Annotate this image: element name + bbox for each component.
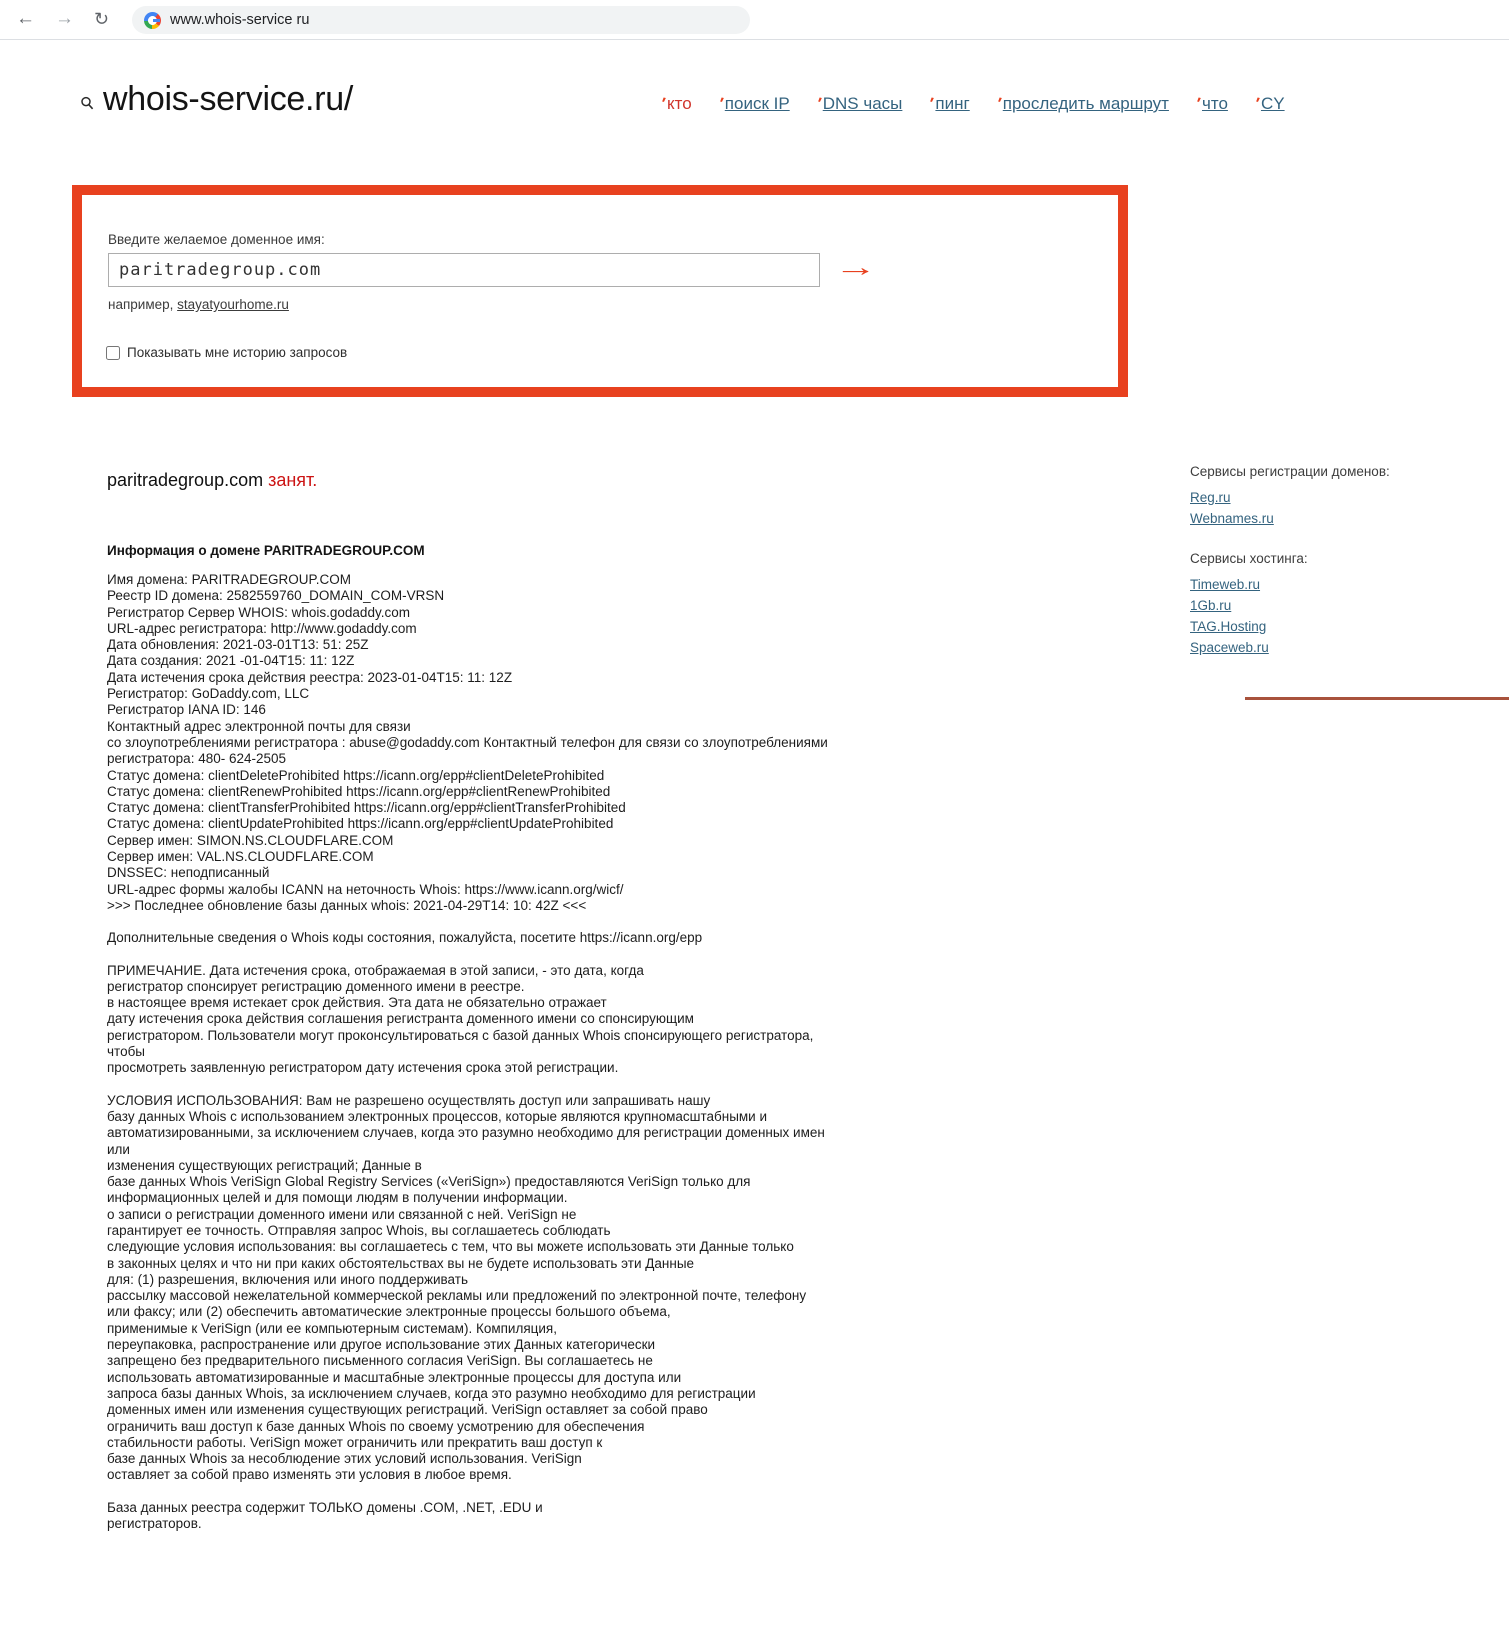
whois-line: Реестр ID домена: 2582559760_DOMAIN_COM-VRSN (107, 588, 445, 604)
whois-line: Регистратор Сервер WHOIS: whois.godaddy.com (107, 604, 410, 620)
services-sidebar (1190, 464, 1490, 680)
whois-line: Регистратор: GoDaddy.com, LLC (107, 686, 310, 702)
whois-line: гарантирует ее точность. Отправляя запрос Whois, вы соглашаетесь соблюдать (107, 1222, 611, 1238)
google-icon (144, 12, 161, 29)
whois-line: о записи о регистрации доменного имени или связанной с ней. VeriSign не (107, 1206, 577, 1222)
whois-line: оставляет за собой право изменять эти условия в любое время. (107, 1467, 512, 1483)
whois-line: доменных имен или изменения существующих регистраций. VeriSign оставляет за собой право (107, 1402, 708, 1418)
sidebar-group-title: Сервисы регистрации доменов: (1190, 464, 1390, 479)
whois-line: запроса базы данных Whois, за исключением случаев, когда это разумно необходимо для регистрации (107, 1385, 756, 1401)
whois-line: Контактный адрес электронной почты для связи (107, 718, 411, 734)
url-bar[interactable] (132, 6, 750, 34)
submit-arrow-button[interactable]: → (834, 252, 878, 282)
nav-item-proslediti-marshrut[interactable] (993, 93, 1169, 114)
back-icon[interactable]: ← (16, 8, 35, 29)
whois-line: Статус домена: clientTransferProhibited https://icann.org/epp#clientTransferProhibited (107, 800, 626, 816)
url-text: www.whois-service ru (170, 12, 310, 28)
nav-item-dns-chasy[interactable] (813, 93, 903, 114)
result-line (107, 470, 317, 491)
whois-paragraph (107, 1500, 967, 1533)
whois-info-block (107, 572, 967, 1548)
whois-line: Дата создания: 2021 -01-04T15: 11: 12Z (107, 653, 355, 669)
whois-line: Дата обновления: 2021-03-01T13: 51: 25Z (107, 637, 369, 653)
red-divider-line (1245, 697, 1509, 700)
whois-line: регистратором. Пользователи могут проконсультироваться с базой данных Whois спонсирующего регистратора, (107, 1027, 814, 1043)
whois-line: регистраторов. (107, 1516, 202, 1532)
nav-item-kto[interactable] (660, 94, 692, 114)
whois-line: стабильности работы. VeriSign может ограничить или прекратить ваш доступ к (107, 1434, 603, 1450)
nav-tick-icon: ' (926, 93, 935, 114)
history-checkbox[interactable] (106, 346, 120, 360)
nav-tick-icon: ' (993, 93, 1002, 114)
nav-item-poisk-ip[interactable] (715, 93, 790, 114)
page-title: whois-service.ru/ (103, 80, 353, 118)
nav-tick-icon: ' (1193, 93, 1202, 114)
domain-input-label: Введите желаемое доменное имя: (108, 232, 325, 247)
whois-paragraph (107, 572, 967, 914)
whois-line: Сервер имен: VAL.NS.CLOUDFLARE.COM (107, 849, 374, 865)
whois-paragraph (107, 930, 967, 946)
whois-line: просмотреть заявленную регистратором дату истечения срока этой регистрации. (107, 1060, 619, 1076)
main-nav (660, 94, 1285, 114)
whois-line: Статус домена: clientDeleteProhibited https://icann.org/epp#clientDeleteProhibited (107, 767, 605, 783)
site-logo-magnifier-icon (80, 96, 95, 111)
whois-line: ограничить ваш доступ к базе данных Whois по своему усмотрению для обеспечения (107, 1418, 645, 1434)
whois-paragraph (107, 963, 967, 1077)
whois-line: или (107, 1141, 130, 1157)
whois-line: Дата истечения срока действия реестра: 2023-01-04T15: 11: 12Z (107, 669, 513, 685)
whois-line: дату истечения срока действия соглашения регистранта доменного имени со спонсирующим (107, 1011, 694, 1027)
nav-tick-icon: ' (658, 93, 667, 114)
sidebar-group-title: Сервисы хостинга: (1190, 551, 1308, 566)
whois-line: регистратора: 480- 624-2505 (107, 751, 287, 767)
whois-line: базе данных Whois VeriSign Global Registry Services («VeriSign») предоставляются VeriSign только для (107, 1174, 751, 1190)
nav-item-label: DNS часы (822, 94, 903, 113)
nav-item-label: что (1202, 94, 1228, 113)
whois-line: Статус домена: clientUpdateProhibited https://icann.org/epp#clientUpdateProhibited (107, 816, 614, 832)
nav-item-label: CY (1260, 94, 1285, 113)
nav-item-label: кто (667, 94, 692, 113)
domain-search-panel (72, 185, 1128, 397)
whois-line: >>> Последнее обновление базы данных whois: 2021-04-29T14: 10: 42Z <<< (107, 897, 587, 913)
whois-line: Регистратор IANA ID: 146 (107, 702, 266, 718)
whois-line: DNSSEC: неподписанный (107, 865, 270, 881)
whois-line: изменения существующих регистраций; Данные в (107, 1157, 422, 1173)
example-prefix: например, (108, 297, 178, 312)
reload-icon[interactable]: ↻ (94, 9, 110, 29)
example-text (108, 297, 289, 312)
whois-line: базе данных Whois за несоблюдение этих условий использования. VeriSign (107, 1451, 582, 1467)
whois-line: со злоупотреблениями регистратора : abuse@godaddy.com Контактный телефон для связи со злоупотреблениями (107, 734, 828, 750)
whois-heading: Информация о домене PARITRADEGROUP.COM (107, 543, 425, 558)
whois-line: Сервер имен: SIMON.NS.CLOUDFLARE.COM (107, 832, 394, 848)
sidebar-link[interactable]: 1Gb.ru (1190, 598, 1232, 613)
nav-tick-icon: ' (1252, 93, 1261, 114)
nav-item-label: пинг (935, 94, 970, 113)
whois-line: Дополнительные сведения о Whois коды состояния, пожалуйста, посетите https://icann.org/epp (107, 930, 703, 946)
sidebar-link[interactable]: Timeweb.ru (1190, 577, 1261, 592)
example-domain-link[interactable]: stayatyourhome.ru (177, 297, 289, 312)
whois-line: запрещено без предварительного письменного согласия VeriSign. Вы соглашаетесь не (107, 1353, 653, 1369)
nav-tick-icon: ' (715, 93, 724, 114)
whois-line: УСЛОВИЯ ИСПОЛЬЗОВАНИЯ: Вам не разрешено осуществлять доступ или запрашивать нашу (107, 1092, 711, 1108)
whois-paragraph (107, 1093, 967, 1484)
whois-line: Имя домена: PARITRADEGROUP.COM (107, 572, 351, 587)
whois-line: чтобы (107, 1044, 146, 1060)
browser-toolbar (0, 0, 1509, 40)
sidebar-link[interactable]: Spaceweb.ru (1190, 640, 1269, 655)
sidebar-link[interactable]: Webnames.ru (1190, 511, 1274, 526)
result-status-busy: занят. (268, 470, 318, 490)
whois-line: для: (1) разрешения, включения или иного поддерживать (107, 1271, 468, 1287)
whois-line: в настоящее время истекает срок действия. Эта дата не обязательно отражает (107, 995, 607, 1011)
whois-line: База данных реестра содержит ТОЛЬКО домены .COM, .NET, .EDU и (107, 1499, 543, 1515)
whois-line: URL-адрес формы жалобы ICANN на неточность Whois: https://www.icann.org/wicf/ (107, 881, 624, 897)
whois-line: применимые к VeriSign (или ее компьютерным системам). Компиляция, (107, 1320, 557, 1336)
whois-line: информационных целей и для помощи людям в получении информации. (107, 1190, 568, 1206)
whois-line: автоматизированными, за исключением случаев, когда это разумно необходимо для регистрации доменных имен (107, 1125, 825, 1141)
whois-line: или факсу; или (2) обеспечить автоматические электронные процессы большого объема, (107, 1304, 671, 1320)
whois-line: использовать автоматизированные и масштабные электронные процессы для доступа или (107, 1369, 682, 1385)
forward-icon[interactable]: → (55, 8, 74, 29)
whois-line: URL-адрес регистратора: http://www.godaddy.com (107, 620, 417, 636)
sidebar-link[interactable]: TAG.Hosting (1190, 619, 1267, 634)
domain-input[interactable] (108, 253, 820, 287)
history-checkbox-label[interactable]: Показывать мне историю запросов (127, 345, 348, 360)
nav-item-cy[interactable] (1254, 94, 1285, 114)
whois-line: в законных целях и что ни при каких обстоятельствах вы не будете использовать эти Данные (107, 1255, 695, 1271)
whois-line: базу данных Whois с использованием электронных процессов, которые являются крупномасштабными и (107, 1108, 768, 1124)
nav-item-label: поиск IP (724, 94, 790, 113)
nav-tick-icon: ' (813, 93, 822, 114)
nav-item-ping[interactable] (928, 94, 969, 114)
nav-item-label: проследить маршрут (1002, 94, 1169, 113)
sidebar-group-domain-registration-services (1190, 464, 1490, 529)
whois-line: переупаковка, распространение или другое использование этих Данных категорически (107, 1337, 656, 1353)
whois-line: ПРИМЕЧАНИЕ. Дата истечения срока, отображаемая в этой записи, - это дата, когда (107, 962, 644, 978)
nav-item-chto[interactable] (1195, 94, 1228, 114)
whois-line: следующие условия использования: вы соглашаетесь с тем, что вы можете использовать эти Данные только (107, 1239, 794, 1255)
sidebar-link[interactable]: Reg.ru (1190, 490, 1231, 505)
result-domain: paritradegroup.com (107, 470, 269, 490)
whois-line: Статус домена: clientRenewProhibited https://icann.org/epp#clientRenewProhibited (107, 783, 611, 799)
sidebar-group-hosting-services (1190, 551, 1490, 658)
whois-line: рассылку массовой нежелательной коммерческой рекламы или предложений по электронной почте, телефону (107, 1288, 807, 1304)
whois-line: регистратор спонсирует регистрацию доменного имени в реестре. (107, 978, 525, 994)
